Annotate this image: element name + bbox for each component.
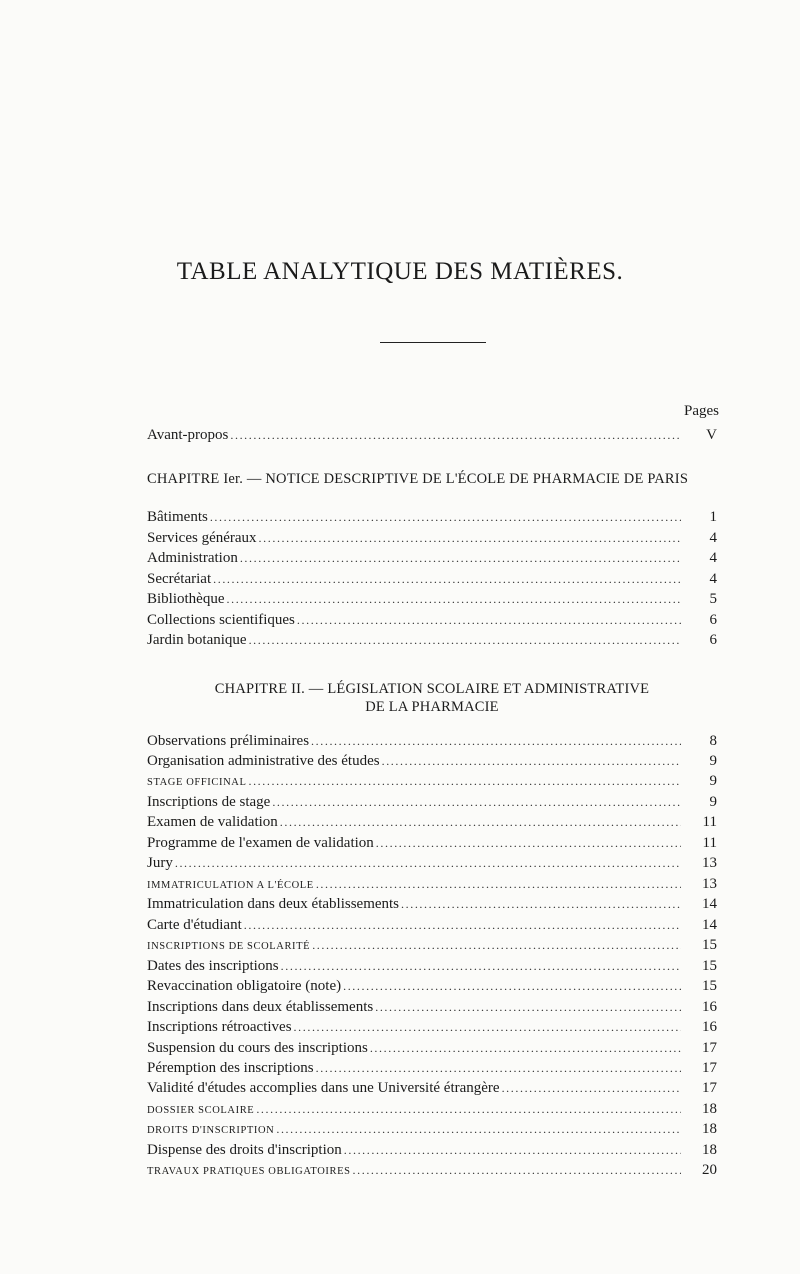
- toc-entry-label: Services généraux: [147, 530, 257, 546]
- toc-entry-label: Collections scientifiques: [147, 612, 295, 628]
- toc-entry: [147, 589, 717, 609]
- toc-entry-label: STAGE OFFICINAL: [147, 777, 247, 788]
- dot-leader: [297, 610, 681, 630]
- toc-entry: [147, 1058, 717, 1078]
- toc-entry-label: Jury: [147, 855, 173, 871]
- toc-entry: [147, 894, 717, 914]
- toc-entry: [147, 1017, 717, 1037]
- toc-entry-label: Secrétariat: [147, 571, 212, 587]
- dot-leader: [256, 1099, 681, 1119]
- dot-leader: [294, 1017, 681, 1037]
- toc-entry-page: 18: [702, 1101, 717, 1117]
- dot-leader: [213, 569, 681, 589]
- title-rule: [380, 342, 486, 343]
- toc-entry-label: Inscriptions de stage: [147, 794, 271, 810]
- toc-entry-label: Dispense des droits d'inscription: [147, 1142, 342, 1158]
- dot-leader: [312, 935, 681, 955]
- toc-entry: [147, 874, 717, 894]
- dot-leader: [281, 956, 681, 976]
- toc-entry-page: 17: [702, 1060, 717, 1076]
- chapter-2-subheading: DE LA PHARMACIE: [365, 699, 499, 715]
- toc-entry-label: Programme de l'examen de validation: [147, 835, 374, 851]
- toc-entry-label: Organisation administrative des études: [147, 753, 380, 769]
- toc-entry-label: Inscriptions dans deux établissements: [147, 999, 374, 1015]
- toc-entry-label: Immatriculation dans deux établissements: [147, 896, 400, 912]
- toc-entry: [147, 997, 717, 1017]
- toc-entry-page: 16: [702, 999, 717, 1015]
- toc-entry-page: 17: [702, 1080, 717, 1096]
- dot-leader: [382, 751, 681, 771]
- toc-entry-page: 4: [709, 530, 717, 546]
- toc-entry-label: Bibliothèque: [147, 591, 225, 607]
- toc-entry-label: DROITS D'INSCRIPTION: [147, 1125, 275, 1136]
- toc-entry: [147, 630, 717, 650]
- toc-entry: [147, 935, 717, 955]
- chapter-1-heading: CHAPITRE Ier. — NOTICE DESCRIPTIVE DE L'ÉCOLE DE PHARMACIE DE PARIS: [147, 471, 689, 487]
- toc-entry-page: 11: [702, 814, 717, 830]
- dot-leader: [227, 589, 682, 609]
- dot-leader: [175, 853, 681, 873]
- dot-leader: [230, 425, 681, 445]
- toc-entry-page: 18: [702, 1121, 717, 1137]
- toc-entry-label: Inscriptions rétroactives: [147, 1019, 292, 1035]
- toc-entry-label: Avant-propos: [147, 427, 229, 443]
- toc-entry: [147, 425, 717, 445]
- toc-entry: [147, 833, 717, 853]
- toc-entry-page: 8: [709, 733, 717, 749]
- toc-entry-label: Observations préliminaires: [147, 733, 310, 749]
- dot-leader: [502, 1078, 681, 1098]
- toc-entry: [147, 610, 717, 630]
- toc-entry-page: 20: [702, 1162, 717, 1178]
- dot-leader: [401, 894, 681, 914]
- dot-leader: [210, 507, 681, 527]
- toc-entry-page: 11: [702, 835, 717, 851]
- toc-entry: [147, 1078, 717, 1098]
- toc-entry-label: Péremption des inscriptions: [147, 1060, 314, 1076]
- toc-entry-label: Revaccination obligatoire (note): [147, 978, 342, 994]
- toc-entry: [147, 853, 717, 873]
- toc-entry: [147, 915, 717, 935]
- dot-leader: [249, 630, 681, 650]
- dot-leader: [353, 1160, 681, 1180]
- page-title: TABLE ANALYTIQUE DES MATIÈRES.: [176, 258, 624, 285]
- toc-entry: [147, 976, 717, 996]
- toc-entry-page: 14: [702, 917, 717, 933]
- toc-entry: [147, 1140, 717, 1160]
- toc-entry: [147, 507, 717, 527]
- toc-entry: [147, 569, 717, 589]
- toc-entry: [147, 812, 717, 832]
- toc-entry-page: 5: [709, 591, 717, 607]
- dot-leader: [240, 548, 681, 568]
- toc-entry: [147, 1119, 717, 1139]
- toc-entry-page: 4: [709, 571, 717, 587]
- toc-entry-page: 9: [709, 753, 717, 769]
- toc-entry: [147, 528, 717, 548]
- toc-entry-page: 15: [702, 978, 717, 994]
- dot-leader: [343, 976, 681, 996]
- toc-entry-label: Dates des inscriptions: [147, 958, 279, 974]
- dot-leader: [276, 1119, 681, 1139]
- dot-leader: [272, 792, 681, 812]
- dot-leader: [370, 1038, 681, 1058]
- dot-leader: [344, 1140, 681, 1160]
- toc-entry: [147, 751, 717, 771]
- dot-leader: [316, 1058, 681, 1078]
- toc-entry-page: 17: [702, 1040, 717, 1056]
- chapter-2-heading: CHAPITRE II. — LÉGISLATION SCOLAIRE ET ADMINISTRATIVE: [214, 681, 650, 697]
- dot-leader: [280, 812, 681, 832]
- toc-entry-page: 13: [702, 855, 717, 871]
- toc-entry: [147, 1099, 717, 1119]
- dot-leader: [375, 997, 681, 1017]
- toc-entry-label: Examen de validation: [147, 814, 278, 830]
- toc-entry: [147, 731, 717, 751]
- toc-entry-page: 16: [702, 1019, 717, 1035]
- toc-entry: [147, 548, 717, 568]
- toc-entry-page: V: [706, 427, 717, 443]
- toc-entry-page: 15: [702, 937, 717, 953]
- toc-entry-label: Jardin botanique: [147, 632, 247, 648]
- dot-leader: [316, 874, 681, 894]
- dot-leader: [259, 528, 681, 548]
- toc-entry-label: DOSSIER SCOLAIRE: [147, 1105, 255, 1116]
- toc-entry-page: 9: [709, 773, 717, 789]
- dot-leader: [376, 833, 681, 853]
- toc-entry-page: 14: [702, 896, 717, 912]
- dot-leader: [311, 731, 681, 751]
- toc-entry-label: TRAVAUX PRATIQUES OBLIGATOIRES: [147, 1166, 351, 1177]
- toc-entry-page: 6: [709, 612, 717, 628]
- toc-entry: [147, 1160, 717, 1180]
- dot-leader: [244, 915, 681, 935]
- pages-column-header: Pages: [684, 403, 719, 419]
- toc-entry-page: 15: [702, 958, 717, 974]
- toc-entry: [147, 792, 717, 812]
- toc-entry-label: IMMATRICULATION A L'ÉCOLE: [147, 880, 314, 891]
- toc-entry-label: INSCRIPTIONS DE SCOLARITÉ: [147, 941, 311, 952]
- toc-entry-page: 1: [709, 509, 717, 525]
- toc-entry-page: 13: [702, 876, 717, 892]
- toc-entry-label: Administration: [147, 550, 238, 566]
- dot-leader: [248, 771, 681, 791]
- toc-entry-page: 9: [709, 794, 717, 810]
- toc-entry-page: 18: [702, 1142, 717, 1158]
- toc-entry-label: Suspension du cours des inscriptions: [147, 1040, 368, 1056]
- toc-entry-label: Carte d'étudiant: [147, 917, 242, 933]
- toc-entry: [147, 1038, 717, 1058]
- toc-entry-label: Validité d'études accomplies dans une Université étrangère: [147, 1080, 500, 1096]
- toc-entry-label: Bâtiments: [147, 509, 208, 525]
- toc-entry: [147, 956, 717, 976]
- toc-entry-page: 4: [709, 550, 717, 566]
- toc-entry: [147, 771, 717, 791]
- toc-entry-page: 6: [709, 632, 717, 648]
